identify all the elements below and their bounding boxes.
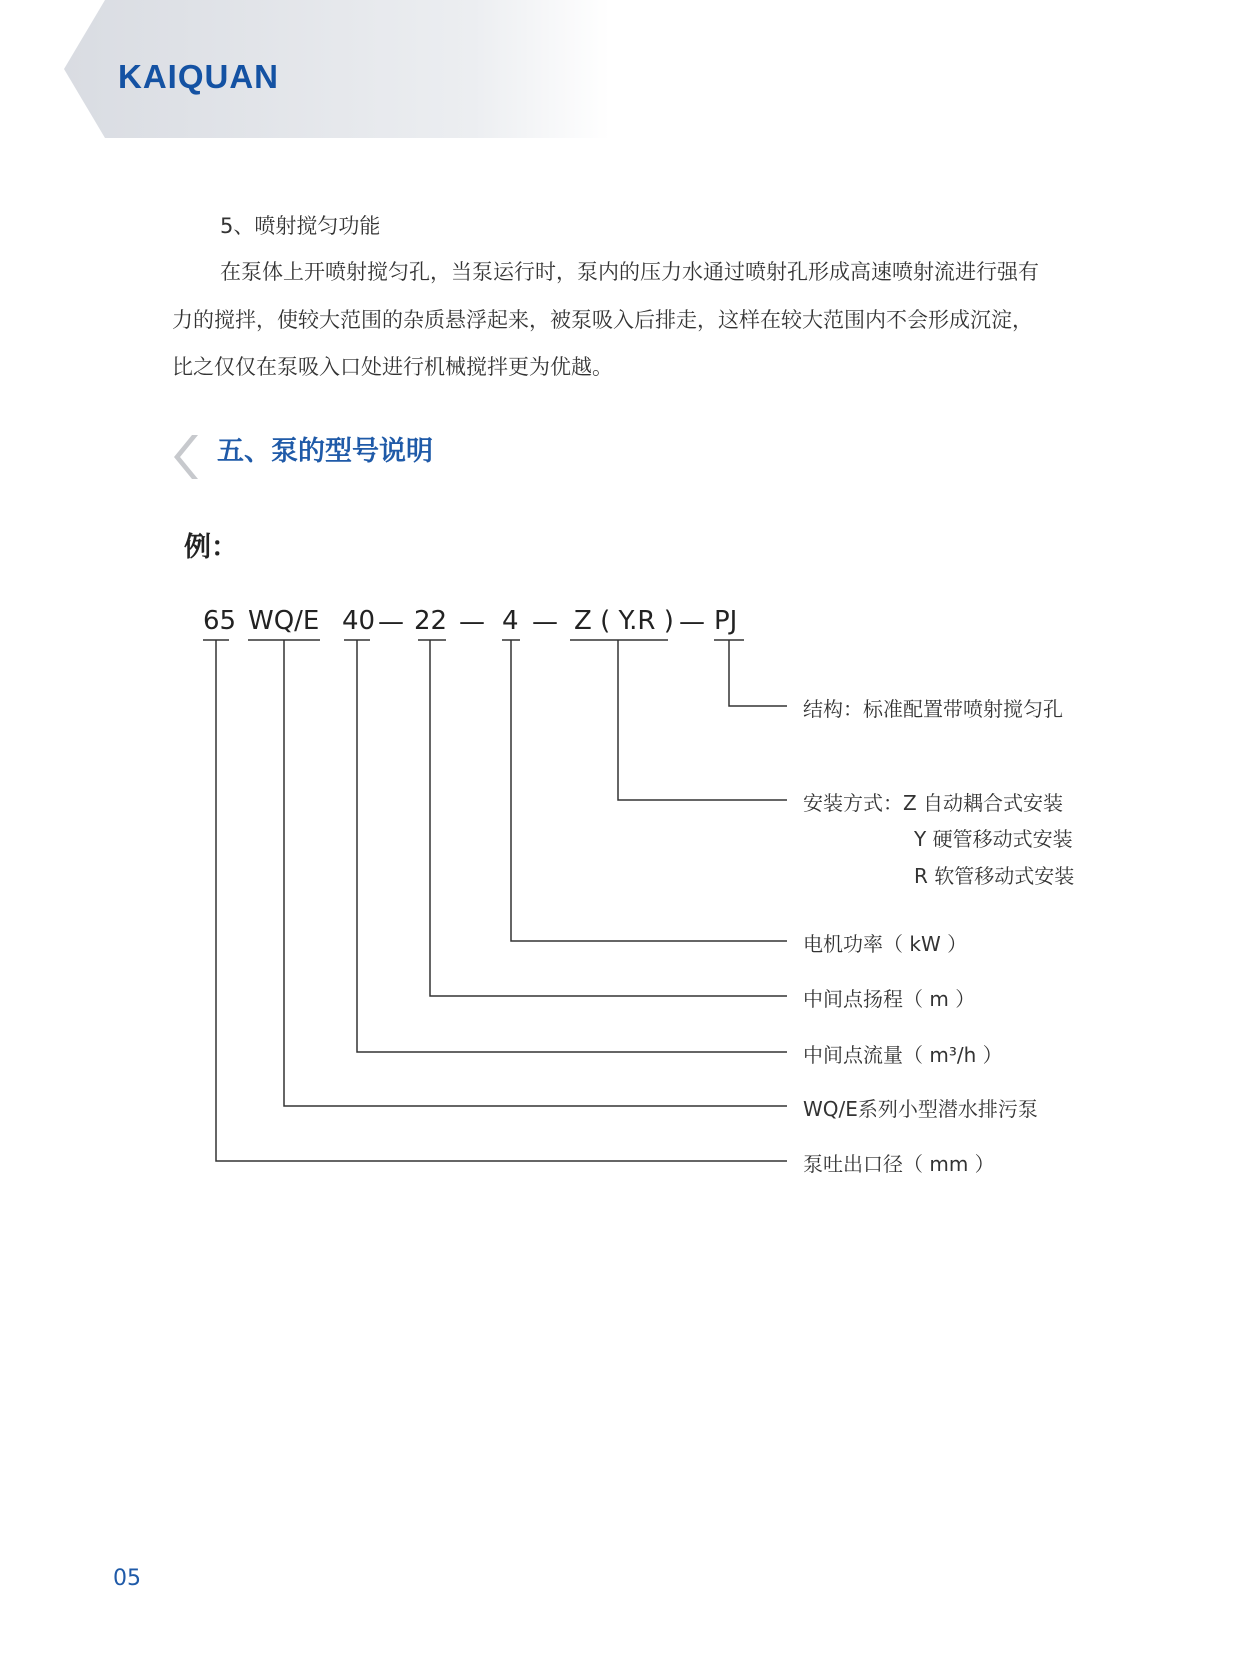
code-dash-4: —	[679, 607, 705, 637]
code-head: 22	[414, 606, 448, 636]
feature-heading: 5、喷射搅匀功能	[220, 214, 381, 238]
section-title: 五、泵的型号说明	[217, 436, 433, 467]
code-outlet-diameter: 65	[203, 606, 237, 636]
legend-structure: 结构：标准配置带喷射搅匀孔	[803, 697, 1063, 721]
code-install: Z ( Y.R )	[574, 606, 674, 636]
legend-head: 中间点扬程（ m ）	[803, 987, 976, 1011]
legend-install-method: 安装方式：Z 自动耦合式安装	[803, 791, 1064, 815]
feature-paragraph-line-2: 力的搅拌，使较大范围的杂质悬浮起来，被泵吸入后排走，这样在较大范围内不会形成沉淀，	[172, 308, 1033, 332]
code-dash-3: —	[532, 607, 558, 637]
legend-install-r: R 软管移动式安装	[914, 864, 1075, 888]
legend-series: WQ/E系列小型潜水排污泵	[803, 1097, 1038, 1121]
brand-logo: KAIQUAN	[118, 58, 279, 95]
page-number: 05	[113, 1566, 141, 1591]
code-dash-2: —	[459, 607, 485, 637]
code-structure: PJ	[714, 606, 738, 636]
code-series: WQ/E	[248, 606, 320, 636]
code-power: 4	[502, 606, 519, 636]
legend-install-y: Y 硬管移动式安装	[914, 827, 1073, 851]
code-dash-1: —	[378, 607, 404, 637]
example-label: 例：	[184, 532, 238, 563]
feature-paragraph-line-3: 比之仅仅在泵吸入口处进行机械搅拌更为优越。	[172, 355, 613, 379]
legend-flow: 中间点流量（ m³/h ）	[803, 1043, 1003, 1067]
feature-paragraph-line-1: 在泵体上开喷射搅匀孔，当泵运行时，泵内的压力水通过喷射孔形成高速喷射流进行强有	[220, 260, 1039, 284]
code-flow: 40	[342, 606, 376, 636]
legend-motor-power: 电机功率（ kW ）	[803, 932, 968, 956]
legend-outlet-diameter: 泵吐出口径（ mm ）	[803, 1152, 995, 1176]
